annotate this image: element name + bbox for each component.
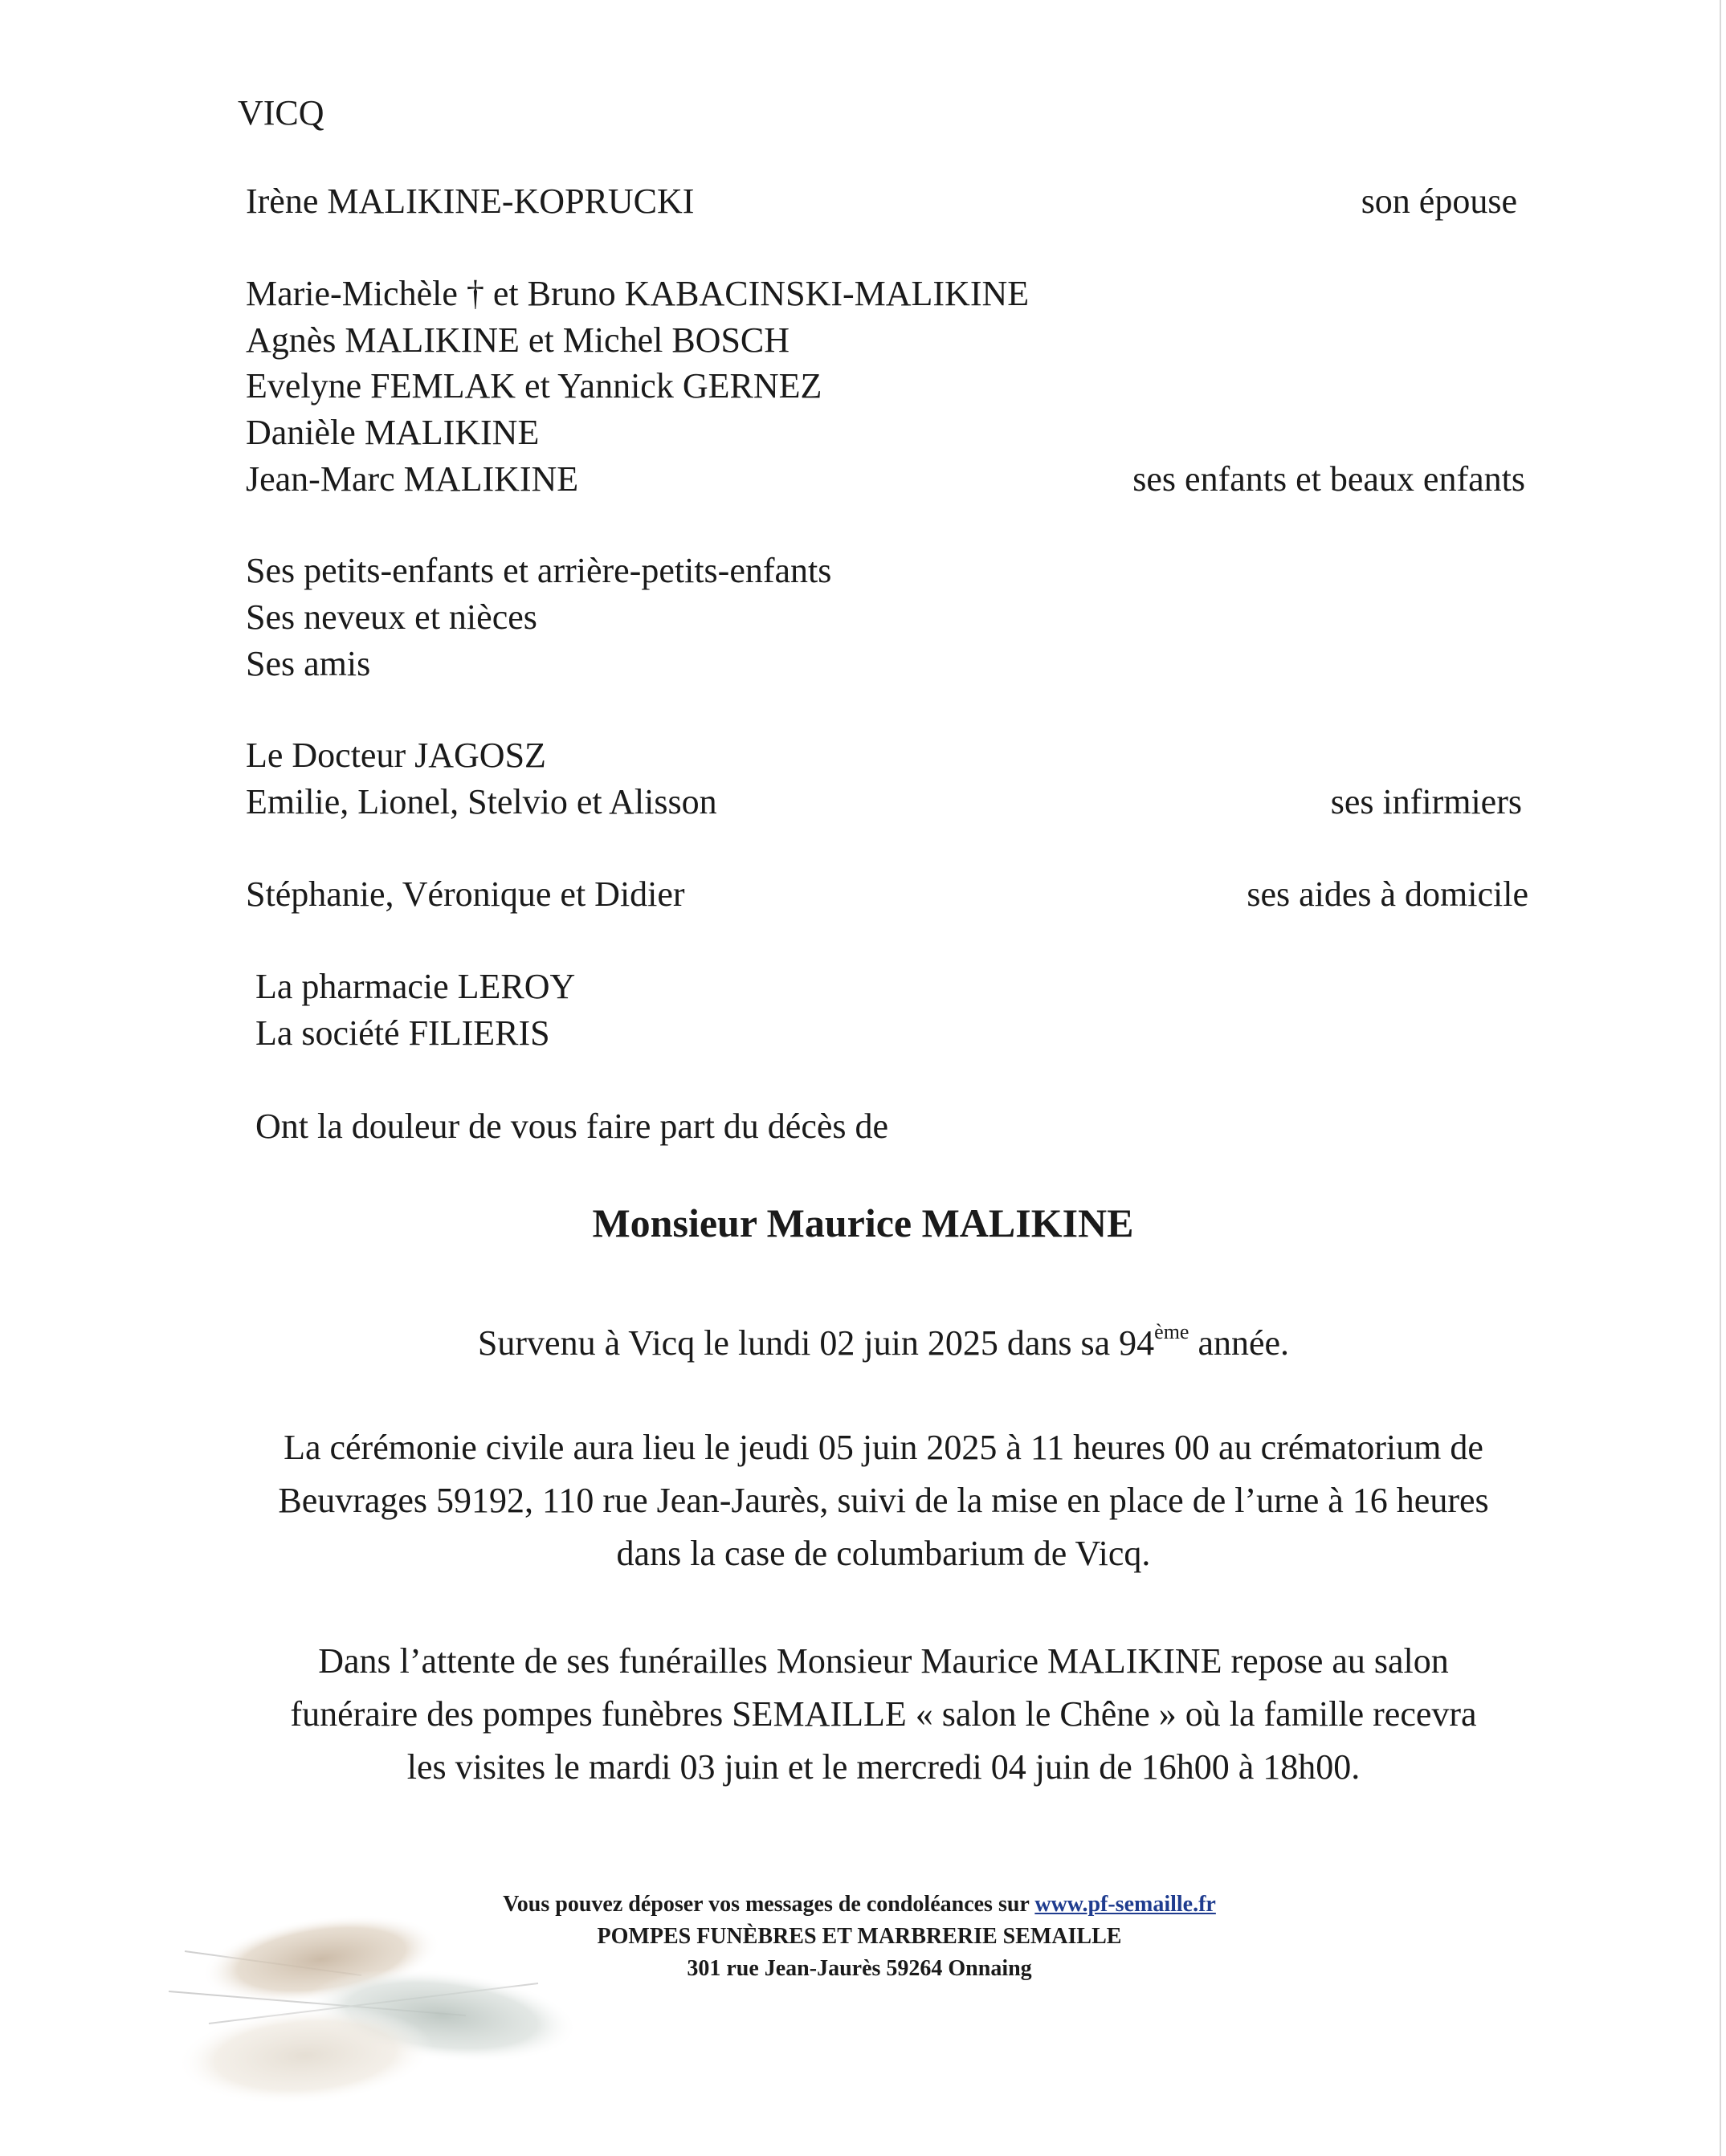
visits-line-1: Dans l’attente de ses funérailles Monsieur Maurice MALIKINE repose au salon — [318, 1641, 1449, 1681]
death-text: Survenu à Vicq le lundi 02 juin 2025 dans sa 94 — [477, 1323, 1155, 1363]
relatives-line-1: Ses petits-enfants et arrière-petits-enfants — [246, 551, 832, 590]
aides-role: ses aides à domicile — [1247, 874, 1528, 914]
spouse-role: son épouse — [1361, 181, 1517, 221]
death-ordinal-suffix: ème — [1154, 1320, 1189, 1343]
town-heading: VICQ — [238, 93, 324, 132]
death-notice — [193, 1317, 1574, 1370]
visits-line-3: les visites le mardi 03 juin et le mercredi 04 juin de 16h00 à 18h00. — [406, 1747, 1361, 1787]
company-name: POMPES FUNÈBRES ET MARBRERIE SEMAILLE — [597, 1924, 1122, 1949]
condolences-line — [450, 1889, 1269, 1921]
death-text-end: année. — [1189, 1323, 1290, 1363]
child-line-4: Danièle MALIKINE — [246, 413, 540, 452]
company-line-1: La pharmacie LEROY — [255, 967, 576, 1006]
child-line-2: Agnès MALIKINE et Michel BOSCH — [246, 320, 790, 360]
ceremony-line-2: Beuvrages 59192, 110 rue Jean-Jaurès, suivi de la mise en place de l’urne à 16 heures — [278, 1481, 1489, 1520]
child-line-3: Evelyne FEMLAK et Yannick GERNEZ — [246, 366, 822, 406]
footer — [450, 1889, 1269, 1985]
condolences-text: Vous pouvez déposer vos messages de condoléances sur — [503, 1892, 1035, 1917]
relatives-line-3: Ses amis — [246, 644, 371, 683]
nurses-names: Emilie, Lionel, Stelvio et Alisson — [246, 782, 717, 821]
child-line-5: Jean-Marc MALIKINE — [246, 459, 579, 499]
deceased-name: Monsieur Maurice MALIKINE — [592, 1200, 1134, 1245]
spouse-name: Irène MALIKINE-KOPRUCKI — [246, 181, 695, 221]
announcement-intro: Ont la douleur de vous faire part du décès de — [255, 1107, 889, 1146]
company-address: 301 rue Jean-Jaurès 59264 Onnaing — [687, 1956, 1032, 1981]
aides-names: Stéphanie, Véronique et Didier — [246, 874, 685, 914]
nurses-role: ses infirmiers — [1330, 782, 1522, 821]
ceremony-line-1: La cérémonie civile aura lieu le jeudi 05 juin 2025 à 11 heures 00 au crématorium de — [284, 1428, 1483, 1467]
ceremony-line-3: dans la case de columbarium de Vicq. — [616, 1534, 1151, 1573]
doctor-line: Le Docteur JAGOSZ — [246, 736, 546, 775]
page-edge-line — [1720, 0, 1721, 2156]
website-link[interactable]: www.pf-semaille.fr — [1034, 1892, 1216, 1917]
child-line-1: Marie-Michèle † et Bruno KABACINSKI-MALIKINE — [246, 274, 1030, 313]
company-line-2: La société FILIERIS — [255, 1013, 550, 1053]
children-role: ses enfants et beaux enfants — [1132, 459, 1525, 499]
visits-paragraph — [193, 1635, 1574, 1794]
relatives-line-2: Ses neveux et nièces — [246, 597, 537, 637]
visits-line-2: funéraire des pompes funèbres SEMAILLE « salon le Chêne » où la famille recevra — [290, 1694, 1477, 1734]
ceremony-paragraph — [193, 1421, 1574, 1580]
